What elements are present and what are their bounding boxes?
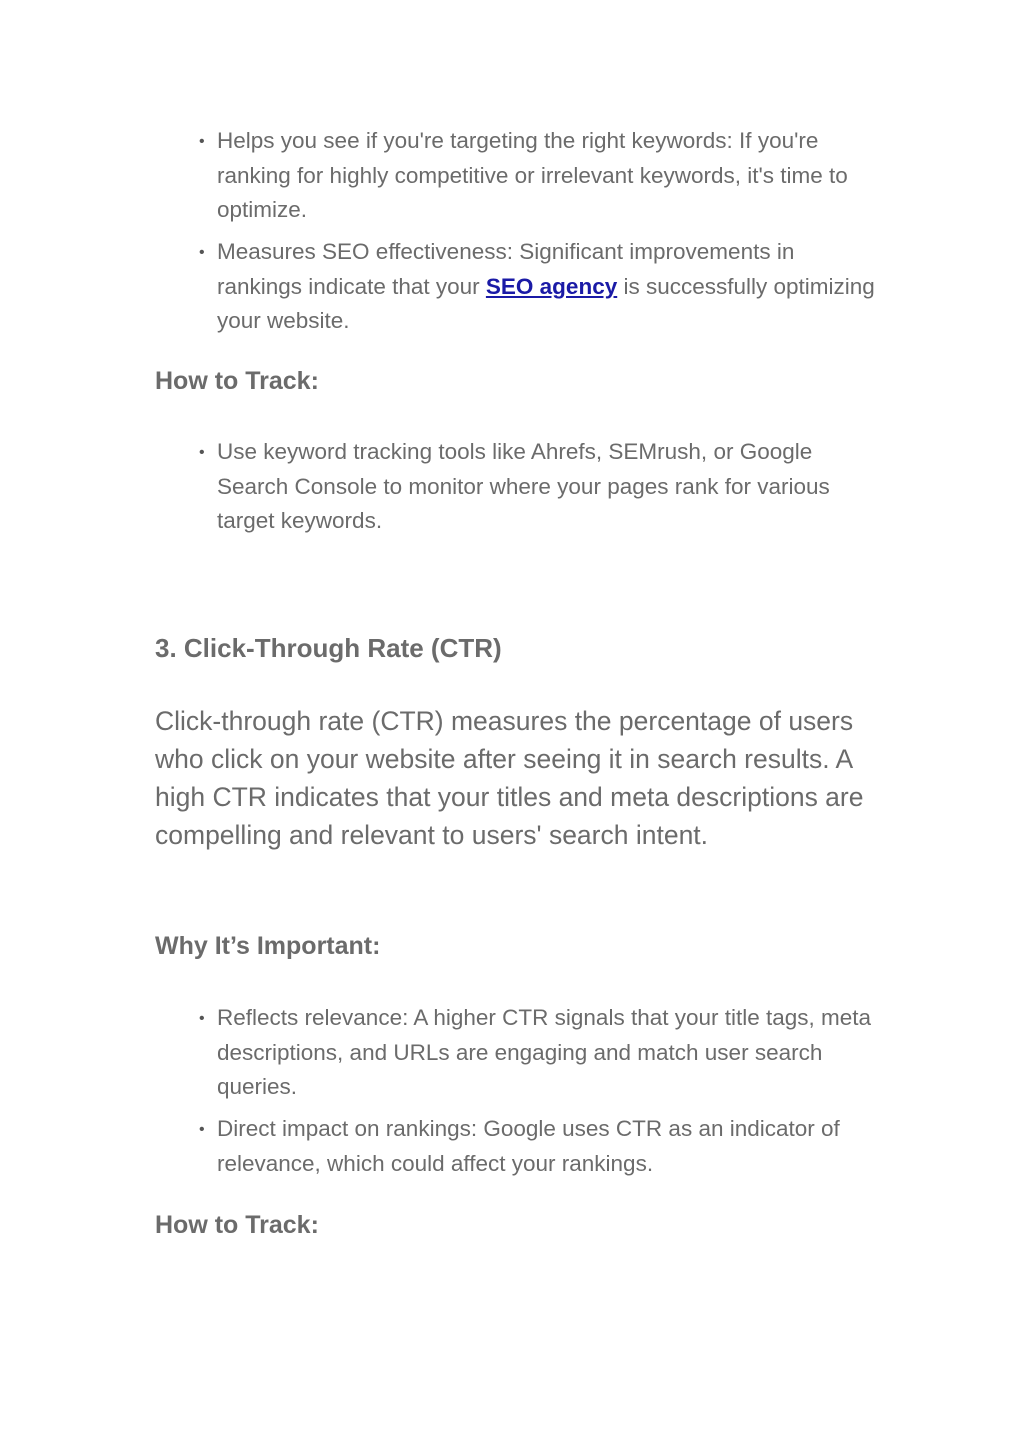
list-item <box>155 235 875 338</box>
how-to-track-heading-block-2 <box>155 1208 875 1242</box>
how-to-track-heading-2: How to Track: <box>155 1211 319 1239</box>
tracking-tools-list <box>155 435 875 538</box>
bullet-text: Helps you see if you're targeting the right keywords: If you're ranking for highly competitive or irrelevant keywords, it's time to optimize. <box>217 128 848 222</box>
bullet-icon: • <box>199 244 205 261</box>
how-to-track-heading-block <box>155 364 875 398</box>
bullet-icon: • <box>199 1121 205 1138</box>
ctr-description-paragraph: Click-through rate (CTR) measures the percentage of users who click on your website after seeing it in search results. A high CTR indicates that your titles and meta descriptions are compelling and relevant to users' search intent. <box>155 706 864 850</box>
bullet-icon: • <box>199 444 205 461</box>
keyword-benefits-list-block <box>155 124 875 346</box>
ctr-importance-list-block <box>155 1001 875 1189</box>
bullet-icon: • <box>199 133 205 150</box>
section-title: 3. Click-Through Rate (CTR) <box>155 633 502 663</box>
why-important-heading-block <box>155 929 875 963</box>
list-item <box>155 1001 875 1104</box>
list-item <box>155 1112 875 1181</box>
keyword-benefits-list <box>155 124 875 338</box>
seo-agency-link[interactable]: SEO agency <box>485 274 618 299</box>
bullet-text: Use keyword tracking tools like Ahrefs, SEMrush, or Google Search Console to monitor where your pages rank for various target keywords. <box>217 439 830 533</box>
bullet-icon: • <box>199 1010 205 1027</box>
bullet-text: Reflects relevance: A higher CTR signals that your title tags, meta descriptions, and URLs are engaging and match user search queries. <box>217 1005 872 1099</box>
bullet-text: Direct impact on rankings: Google uses CTR as an indicator of relevance, which could affect your rankings. <box>217 1116 840 1176</box>
tracking-tools-list-block <box>155 435 875 546</box>
ctr-importance-list <box>155 1001 875 1181</box>
bullet-text-before-link: Measures SEO effectiveness: Significant improvements in rankings indicate that your <box>217 239 795 299</box>
list-item <box>155 435 875 538</box>
bullet-text-after-link: is successfully optimizing your website. <box>217 274 875 333</box>
how-to-track-heading: How to Track: <box>155 367 319 395</box>
why-important-heading: Why It’s Important: <box>155 932 381 960</box>
section-title-block <box>155 630 875 666</box>
section-paragraph-block <box>155 702 865 854</box>
list-item <box>155 124 875 227</box>
